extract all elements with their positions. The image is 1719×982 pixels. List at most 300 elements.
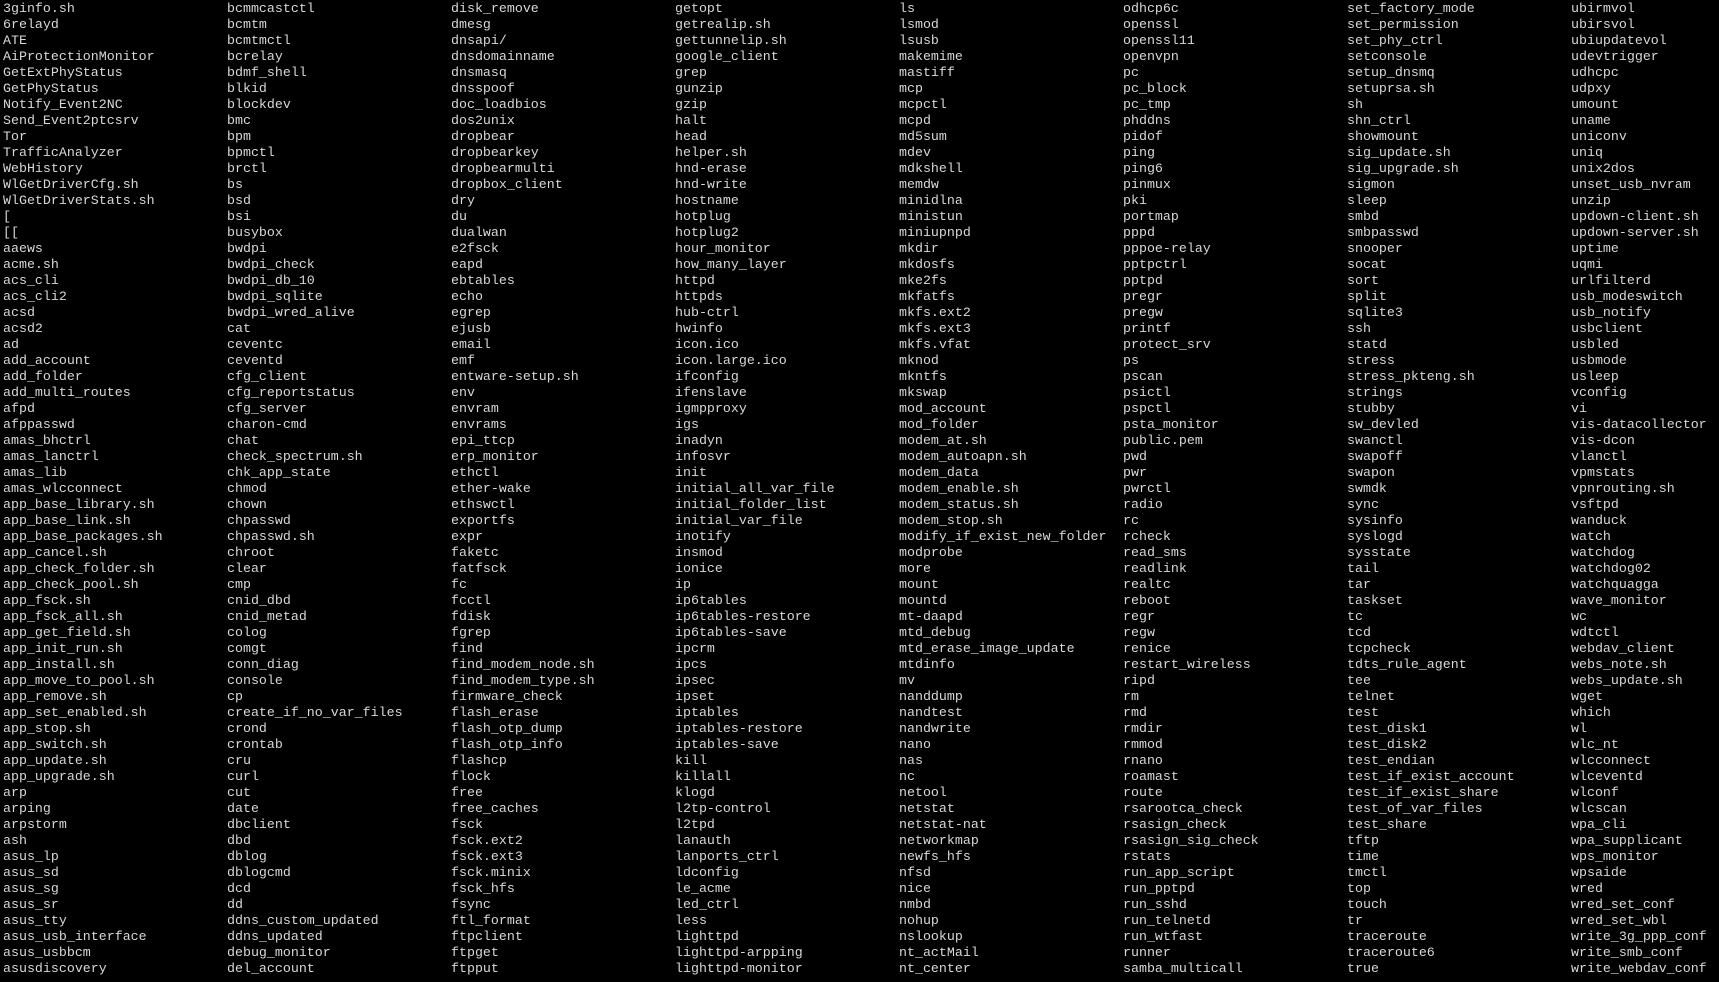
file-name: bcrelay	[227, 49, 283, 64]
file-column	[1123, 1, 1347, 977]
file-name: arping	[3, 801, 51, 816]
file-name: mkswap	[899, 385, 947, 400]
file-name: wave_monitor	[1571, 593, 1667, 608]
file-name: modify_if_exist_new_folder	[899, 529, 1107, 544]
file-name: vpnrouting.sh	[1571, 481, 1675, 496]
file-name: cfg_server	[227, 401, 307, 416]
file-name: usb_notify	[1571, 305, 1651, 320]
file-name: comgt	[227, 641, 267, 656]
file-name: pspctl	[1123, 401, 1171, 416]
file-name: pptpd	[1123, 273, 1163, 288]
file-name: run_app_script	[1123, 865, 1235, 880]
file-name: app_remove.sh	[3, 689, 107, 704]
file-name: firmware_check	[451, 689, 563, 704]
file-name: sigmon	[1347, 177, 1395, 192]
file-name: asus_usbbcm	[3, 945, 91, 960]
file-name: blockdev	[227, 97, 291, 112]
file-name: lsmod	[899, 17, 939, 32]
file-name: AiProtectionMonitor	[3, 49, 155, 64]
file-name: rmd	[1123, 705, 1147, 720]
file-name: app_cancel.sh	[3, 545, 107, 560]
file-name: stress	[1347, 353, 1395, 368]
file-name: statd	[1347, 337, 1387, 352]
file-name: set_permission	[1347, 17, 1459, 32]
file-name: test_if_exist_share	[1347, 785, 1499, 800]
file-name: exportfs	[451, 513, 515, 528]
file-name: httpd	[675, 273, 715, 288]
file-name: read_sms	[1123, 545, 1187, 560]
file-name: mcp	[899, 81, 923, 96]
file-name: grep	[675, 65, 707, 80]
file-name: chroot	[227, 545, 275, 560]
file-name: runner	[1123, 945, 1171, 960]
file-name: ceventc	[227, 337, 283, 352]
file-name: hwinfo	[675, 321, 723, 336]
file-name: iptables-restore	[675, 721, 803, 736]
file-name: realtc	[1123, 577, 1171, 592]
file-name: brctl	[227, 161, 267, 176]
file-column	[675, 1, 899, 977]
file-name: ipcs	[675, 657, 707, 672]
file-name: radio	[1123, 497, 1163, 512]
file-name: fsck	[451, 817, 483, 832]
file-name: create_if_no_var_files	[227, 705, 403, 720]
file-name: mcpd	[899, 113, 931, 128]
file-name: pscan	[1123, 369, 1163, 384]
file-name: smbd	[1347, 209, 1379, 224]
file-name: ubirsvol	[1571, 17, 1635, 32]
file-name: test_share	[1347, 817, 1427, 832]
file-column	[899, 1, 1123, 977]
file-name: rstats	[1123, 849, 1171, 864]
file-name: dd	[227, 897, 243, 912]
file-name: showmount	[1347, 129, 1419, 144]
file-name: bwdpi_wred_alive	[227, 305, 355, 320]
file-name: pregr	[1123, 289, 1163, 304]
file-name: ip6tables-save	[675, 625, 787, 640]
file-name: true	[1347, 961, 1379, 976]
file-name: nt_center	[899, 961, 971, 976]
file-name: dropbearkey	[451, 145, 539, 160]
file-name: wlcscan	[1571, 801, 1627, 816]
file-name: mdev	[899, 145, 931, 160]
file-name: icon.large.ico	[675, 353, 787, 368]
file-name: tcd	[1347, 625, 1371, 640]
file-name: app_set_enabled.sh	[3, 705, 147, 720]
file-name: env	[451, 385, 475, 400]
file-name: hnd-erase	[675, 161, 747, 176]
file-name: swanctl	[1347, 433, 1403, 448]
file-name: bwdpi_sqlite	[227, 289, 323, 304]
file-name: portmap	[1123, 209, 1179, 224]
file-name: app_stop.sh	[3, 721, 91, 736]
file-name: asus_lp	[3, 849, 59, 864]
file-name: initial_var_file	[675, 513, 803, 528]
file-name: app_fsck.sh	[3, 593, 91, 608]
file-name: amas_lanctrl	[3, 449, 99, 464]
file-name: smbpasswd	[1347, 225, 1419, 240]
file-listing	[3, 1, 1719, 977]
file-name: fsck.minix	[451, 865, 531, 880]
file-name: busybox	[227, 225, 283, 240]
file-name: nandtest	[899, 705, 963, 720]
file-name: bwdpi_db_10	[227, 273, 315, 288]
file-name: modem_autoapn.sh	[899, 449, 1027, 464]
file-name: app_init_run.sh	[3, 641, 123, 656]
file-name: vsftpd	[1571, 497, 1619, 512]
file-name: ionice	[675, 561, 723, 576]
file-name: WlGetDriverStats.sh	[3, 193, 155, 208]
file-name: ejusb	[451, 321, 491, 336]
file-name: Send_Event2ptcsrv	[3, 113, 139, 128]
file-name: nslookup	[899, 929, 963, 944]
file-name: webdav_client	[1571, 641, 1675, 656]
file-name: mtd_debug	[899, 625, 971, 640]
file-name: printf	[1123, 321, 1171, 336]
file-name: sw_devled	[1347, 417, 1419, 432]
file-name: pinmux	[1123, 177, 1171, 192]
file-name: cru	[227, 753, 251, 768]
file-name: write_webdav_conf	[1571, 961, 1707, 976]
file-name: psta_monitor	[1123, 417, 1219, 432]
file-name: getrealip.sh	[675, 17, 771, 32]
file-name: igmpproxy	[675, 401, 747, 416]
file-name: ip	[675, 577, 691, 592]
file-name: modprobe	[899, 545, 963, 560]
file-name: protect_srv	[1123, 337, 1211, 352]
file-name: openssl11	[1123, 33, 1195, 48]
file-name: mtd_erase_image_update	[899, 641, 1075, 656]
file-name: ssh	[1347, 321, 1371, 336]
file-name: expr	[451, 529, 483, 544]
file-name: ad	[3, 337, 19, 352]
file-name: bwdpi	[227, 241, 267, 256]
file-name: swapon	[1347, 465, 1395, 480]
file-name: md5sum	[899, 129, 947, 144]
file-name: acs_cli2	[3, 289, 67, 304]
file-name: app_fsck_all.sh	[3, 609, 123, 624]
file-name: bmc	[227, 113, 251, 128]
file-name: dblog	[227, 849, 267, 864]
file-name: unix2dos	[1571, 161, 1635, 176]
file-name: usbled	[1571, 337, 1619, 352]
file-name: regw	[1123, 625, 1155, 640]
file-name: gunzip	[675, 81, 723, 96]
file-name: ftpput	[451, 961, 499, 976]
file-name: ls	[899, 1, 915, 16]
file-name: acs_cli	[3, 273, 59, 288]
file-name: rsasign_sig_check	[1123, 833, 1259, 848]
file-name: asus_sd	[3, 865, 59, 880]
file-name: ipset	[675, 689, 715, 704]
file-name: run_sshd	[1123, 897, 1187, 912]
file-name: check_spectrum.sh	[227, 449, 363, 464]
file-name: time	[1347, 849, 1379, 864]
file-name: fgrep	[451, 625, 491, 640]
file-name: bsd	[227, 193, 251, 208]
file-name: chown	[227, 497, 267, 512]
file-name: rmdir	[1123, 721, 1163, 736]
file-name: taskset	[1347, 593, 1403, 608]
file-name: getopt	[675, 1, 723, 16]
file-name: dnsapi/	[451, 33, 507, 48]
file-name: makemime	[899, 49, 963, 64]
file-name: tail	[1347, 561, 1379, 576]
file-name: mountd	[899, 593, 947, 608]
file-name: ubiupdatevol	[1571, 33, 1667, 48]
file-name: ceventd	[227, 353, 283, 368]
file-name: dnsdomainname	[451, 49, 555, 64]
file-name: app_base_packages.sh	[3, 529, 163, 544]
file-name: test_disk1	[1347, 721, 1427, 736]
file-name: acsd	[3, 305, 35, 320]
file-name: mod_account	[899, 401, 987, 416]
file-name: fcctl	[451, 593, 491, 608]
file-name: lanauth	[675, 833, 731, 848]
file-name: le_acme	[675, 881, 731, 896]
file-name: free_caches	[451, 801, 539, 816]
file-name: ldconfig	[675, 865, 739, 880]
file-name: ethswctl	[451, 497, 515, 512]
file-name: sleep	[1347, 193, 1387, 208]
file-name: openssl	[1123, 17, 1179, 32]
file-name: mod_folder	[899, 417, 979, 432]
file-name: asus_sr	[3, 897, 59, 912]
file-name: du	[451, 209, 467, 224]
file-name: app_base_link.sh	[3, 513, 131, 528]
file-name: nohup	[899, 913, 939, 928]
file-name: epi_ttcp	[451, 433, 515, 448]
file-name: asus_sg	[3, 881, 59, 896]
file-name: wl	[1571, 721, 1587, 736]
file-name: urlfilterd	[1571, 273, 1651, 288]
file-name: bcmtm	[227, 17, 267, 32]
file-name: dropbox_client	[451, 177, 563, 192]
file-name: bcmtmctl	[227, 33, 291, 48]
file-name: usbmode	[1571, 353, 1627, 368]
file-name: nmbd	[899, 897, 931, 912]
file-name: setup_dnsmq	[1347, 65, 1435, 80]
file-name: gettunnelip.sh	[675, 33, 787, 48]
file-name: cp	[227, 689, 243, 704]
file-name: updown-client.sh	[1571, 209, 1699, 224]
file-name: igs	[675, 417, 699, 432]
file-name: top	[1347, 881, 1371, 896]
file-name: e2fsck	[451, 241, 499, 256]
file-name: amas_wlcconnect	[3, 481, 123, 496]
file-name: syslogd	[1347, 529, 1403, 544]
file-name: nt_actMail	[899, 945, 979, 960]
file-name: miniupnpd	[899, 225, 971, 240]
file-name: usb_modeswitch	[1571, 289, 1683, 304]
file-name: rc	[1123, 513, 1139, 528]
file-name: netstat	[899, 801, 955, 816]
file-name: modem_enable.sh	[899, 481, 1019, 496]
file-name: less	[675, 913, 707, 928]
file-name: ministun	[899, 209, 963, 224]
file-name: tmctl	[1347, 865, 1387, 880]
file-name: hour_monitor	[675, 241, 771, 256]
file-name: add_account	[3, 353, 91, 368]
file-name: mkfatfs	[899, 289, 955, 304]
file-column	[1571, 1, 1719, 977]
file-name: curl	[227, 769, 259, 784]
file-name: public.pem	[1123, 433, 1203, 448]
file-name: clear	[227, 561, 267, 576]
file-name: ripd	[1123, 673, 1155, 688]
file-name: debug_monitor	[227, 945, 331, 960]
file-name: mv	[899, 673, 915, 688]
file-name: initial_folder_list	[675, 497, 827, 512]
file-name: lanports_ctrl	[675, 849, 779, 864]
file-name: sort	[1347, 273, 1379, 288]
file-name: iptables	[675, 705, 739, 720]
file-name: cmp	[227, 577, 251, 592]
file-name: wpa_cli	[1571, 817, 1627, 832]
file-name: amas_lib	[3, 465, 67, 480]
file-name: reboot	[1123, 593, 1171, 608]
file-name: killall	[675, 769, 731, 784]
file-name: ubirmvol	[1571, 1, 1635, 16]
file-name: rnano	[1123, 753, 1163, 768]
file-name: crond	[227, 721, 267, 736]
file-name: sig_upgrade.sh	[1347, 161, 1459, 176]
file-name: chpasswd.sh	[227, 529, 315, 544]
file-name: hotplug2	[675, 225, 739, 240]
file-name: egrep	[451, 305, 491, 320]
file-name: pki	[1123, 193, 1147, 208]
file-name: Notify_Event2NC	[3, 97, 123, 112]
file-name: pptpctrl	[1123, 257, 1187, 272]
file-name: flock	[451, 769, 491, 784]
file-name: write_smb_conf	[1571, 945, 1683, 960]
file-name: usleep	[1571, 369, 1619, 384]
file-name: sh	[1347, 97, 1363, 112]
file-name: mkfs.ext2	[899, 305, 971, 320]
file-name: GetExtPhyStatus	[3, 65, 123, 80]
file-name: dropbearmulti	[451, 161, 555, 176]
file-name: run_wtfast	[1123, 929, 1203, 944]
file-name: lighttpd-arpping	[675, 945, 803, 960]
file-column	[1347, 1, 1571, 977]
file-name: pidof	[1123, 129, 1163, 144]
file-name: ipcrm	[675, 641, 715, 656]
file-name: vlanctl	[1571, 449, 1627, 464]
file-name: bpmctl	[227, 145, 275, 160]
file-name: mkfs.vfat	[899, 337, 971, 352]
file-name: envram	[451, 401, 499, 416]
file-column	[451, 1, 675, 977]
file-name: unzip	[1571, 193, 1611, 208]
file-name: afpd	[3, 401, 35, 416]
file-name: tdts_rule_agent	[1347, 657, 1467, 672]
file-name: tar	[1347, 577, 1371, 592]
file-name: restart_wireless	[1123, 657, 1251, 672]
file-name: networkmap	[899, 833, 979, 848]
file-name: infosvr	[675, 449, 731, 464]
file-name: acsd2	[3, 321, 43, 336]
file-name: newfs_hfs	[899, 849, 971, 864]
file-name: rsasign_check	[1123, 817, 1227, 832]
file-name: pwrctl	[1123, 481, 1171, 496]
file-name: modem_at.sh	[899, 433, 987, 448]
file-name: webs_update.sh	[1571, 673, 1683, 688]
file-name: add_multi_routes	[3, 385, 131, 400]
file-name: dnsspoof	[451, 81, 515, 96]
file-name: dmesg	[451, 17, 491, 32]
file-name: flash_otp_dump	[451, 721, 563, 736]
file-name: bdmf_shell	[227, 65, 307, 80]
file-name: ddns_custom_updated	[227, 913, 379, 928]
file-name: 6relayd	[3, 17, 59, 32]
file-name: snooper	[1347, 241, 1403, 256]
file-name: bs	[227, 177, 243, 192]
file-name: app_install.sh	[3, 657, 115, 672]
file-name: netstat-nat	[899, 817, 987, 832]
file-name: flash_otp_info	[451, 737, 563, 752]
file-name: del_account	[227, 961, 315, 976]
file-name: l2tpd	[675, 817, 715, 832]
file-name: how_many_layer	[675, 257, 787, 272]
file-name: led_ctrl	[675, 897, 739, 912]
file-name: fdisk	[451, 609, 491, 624]
file-name: crontab	[227, 737, 283, 752]
file-name: watchdog02	[1571, 561, 1651, 576]
file-name: rsarootca_check	[1123, 801, 1243, 816]
file-name: test_of_var_files	[1347, 801, 1483, 816]
file-name: wget	[1571, 689, 1603, 704]
file-name: wlcconnect	[1571, 753, 1651, 768]
file-name: emf	[451, 353, 475, 368]
file-name: fatfsck	[451, 561, 507, 576]
file-name: chat	[227, 433, 259, 448]
file-name: app_switch.sh	[3, 737, 107, 752]
file-name: sync	[1347, 497, 1379, 512]
file-name: shn_ctrl	[1347, 113, 1411, 128]
file-name: test_if_exist_account	[1347, 769, 1515, 784]
file-name: more	[899, 561, 931, 576]
file-name: app_get_field.sh	[3, 625, 131, 640]
file-name: socat	[1347, 257, 1387, 272]
file-name: app_upgrade.sh	[3, 769, 115, 784]
file-name: mke2fs	[899, 273, 947, 288]
file-name: vis-datacollector	[1571, 417, 1707, 432]
file-name: mkdir	[899, 241, 939, 256]
file-name: webs_note.sh	[1571, 657, 1667, 672]
file-name: updown-server.sh	[1571, 225, 1699, 240]
file-name: dbd	[227, 833, 251, 848]
file-name: run_telnetd	[1123, 913, 1211, 928]
file-name: nandwrite	[899, 721, 971, 736]
file-name: odhcp6c	[1123, 1, 1179, 16]
file-name: halt	[675, 113, 707, 128]
file-name: fc	[451, 577, 467, 592]
file-name: wlc_nt	[1571, 737, 1619, 752]
file-name: envrams	[451, 417, 507, 432]
file-name: uname	[1571, 113, 1611, 128]
file-name: wlceventd	[1571, 769, 1643, 784]
file-name: ethctl	[451, 465, 499, 480]
file-name: email	[451, 337, 491, 352]
file-name: arpstorm	[3, 817, 67, 832]
file-name: flashcp	[451, 753, 507, 768]
file-name: uptime	[1571, 241, 1619, 256]
file-name: free	[451, 785, 483, 800]
file-name: mkntfs	[899, 369, 947, 384]
file-name: usbclient	[1571, 321, 1643, 336]
file-name: pppoe-relay	[1123, 241, 1211, 256]
file-name: umount	[1571, 97, 1619, 112]
